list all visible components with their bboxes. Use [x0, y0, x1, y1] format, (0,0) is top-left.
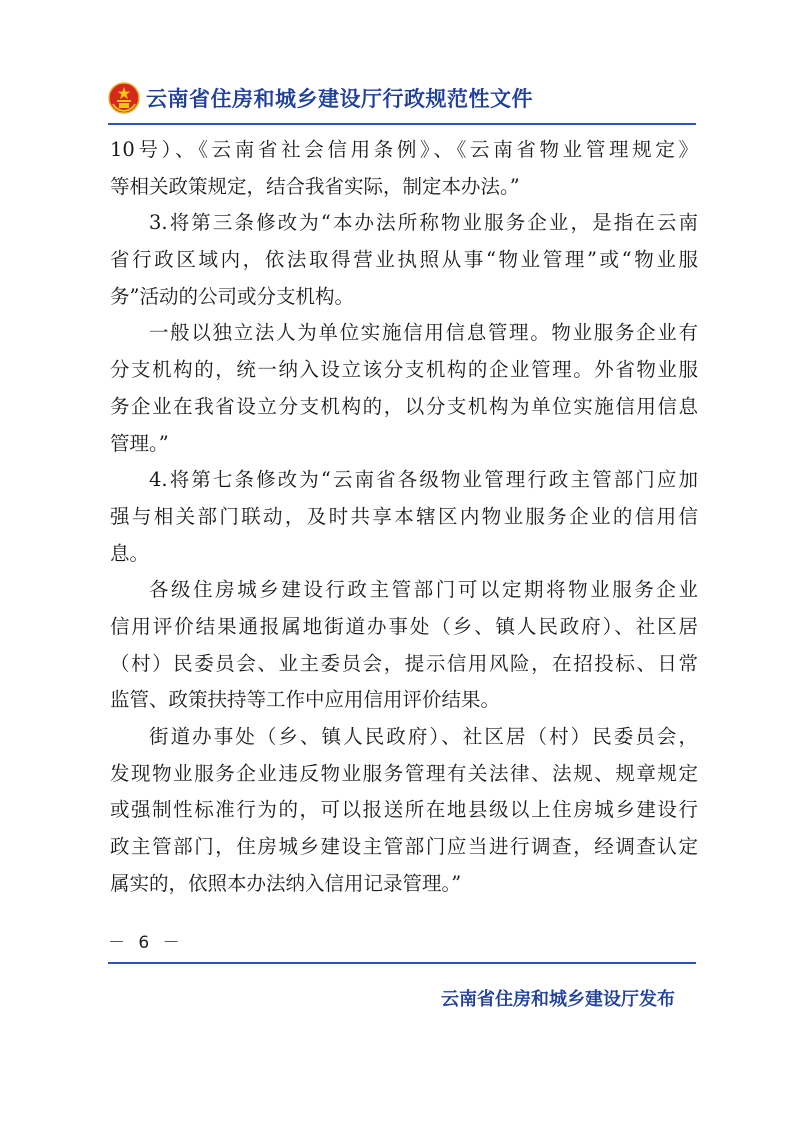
body-line: 政主管部门，住房城乡建设主管部门应当进行调查，经调查认定 — [110, 835, 698, 859]
body-line: 4.将第七条修改为“云南省各级物业管理行政主管部门应加 — [149, 468, 698, 492]
footer-divider — [108, 962, 696, 964]
body-line: 10号）、《云南省社会信用条例》、《云南省物业管理规定》 — [110, 138, 698, 161]
body-line: 务”活动的公司或分支机构。 — [110, 284, 354, 308]
body-line: 务企业在我省设立分支机构的，以分支机构为单位实施信用信息 — [110, 394, 698, 418]
header-title: 云南省住房和城乡建设厅行政规范性文件 — [146, 87, 533, 111]
body-line: 3.将第三条修改为“本办法所称物业服务企业，是指在云南 — [149, 211, 698, 235]
header-divider — [108, 123, 696, 125]
body-line: 管理。” — [110, 431, 169, 455]
national-emblem-icon — [108, 82, 140, 114]
publisher-label: 云南省住房和城乡建设厅发布 — [441, 989, 675, 1010]
body-line: 或强制性标准行为的，可以报送所在地县级以上住房城乡建设行 — [110, 798, 698, 822]
body-line: 属实的，依照本办法纳入信用记录管理。” — [110, 871, 462, 895]
body-line: 发现物业服务企业违反物业服务管理有关法律、法规、规章规定 — [110, 761, 698, 785]
body-line: 强与相关部门联动，及时共享本辖区内物业服务企业的信用信 — [110, 504, 698, 528]
body-line: 分支机构的，统一纳入设立该分支机构的企业管理。外省物业服 — [110, 358, 698, 382]
body-line: 息。 — [110, 541, 150, 565]
body-line: 省行政区域内，依法取得营业执照从事“物业管理”或“物业服 — [110, 248, 698, 272]
body-line: （村）民委员会、业主委员会，提示信用风险，在招投标、日常 — [110, 651, 698, 675]
page-number: － 6 － — [108, 933, 184, 953]
document-body — [110, 132, 698, 902]
body-line: 信用评价结果通报属地街道办事处（乡、镇人民政府）、社区居 — [110, 614, 698, 638]
body-line: 一般以独立法人为单位实施信用信息管理。物业服务企业有 — [149, 321, 698, 345]
document-header — [108, 80, 533, 116]
body-line: 监管、政策扶持等工作中应用信用评价结果。 — [110, 688, 501, 712]
body-line: 等相关政策规定，结合我省实际，制定本办法。” — [110, 174, 520, 198]
body-line: 街道办事处（乡、镇人民政府）、社区居（村）民委员会， — [149, 725, 698, 748]
body-line: 各级住房城乡建设行政主管部门可以定期将物业服务企业 — [149, 578, 698, 602]
